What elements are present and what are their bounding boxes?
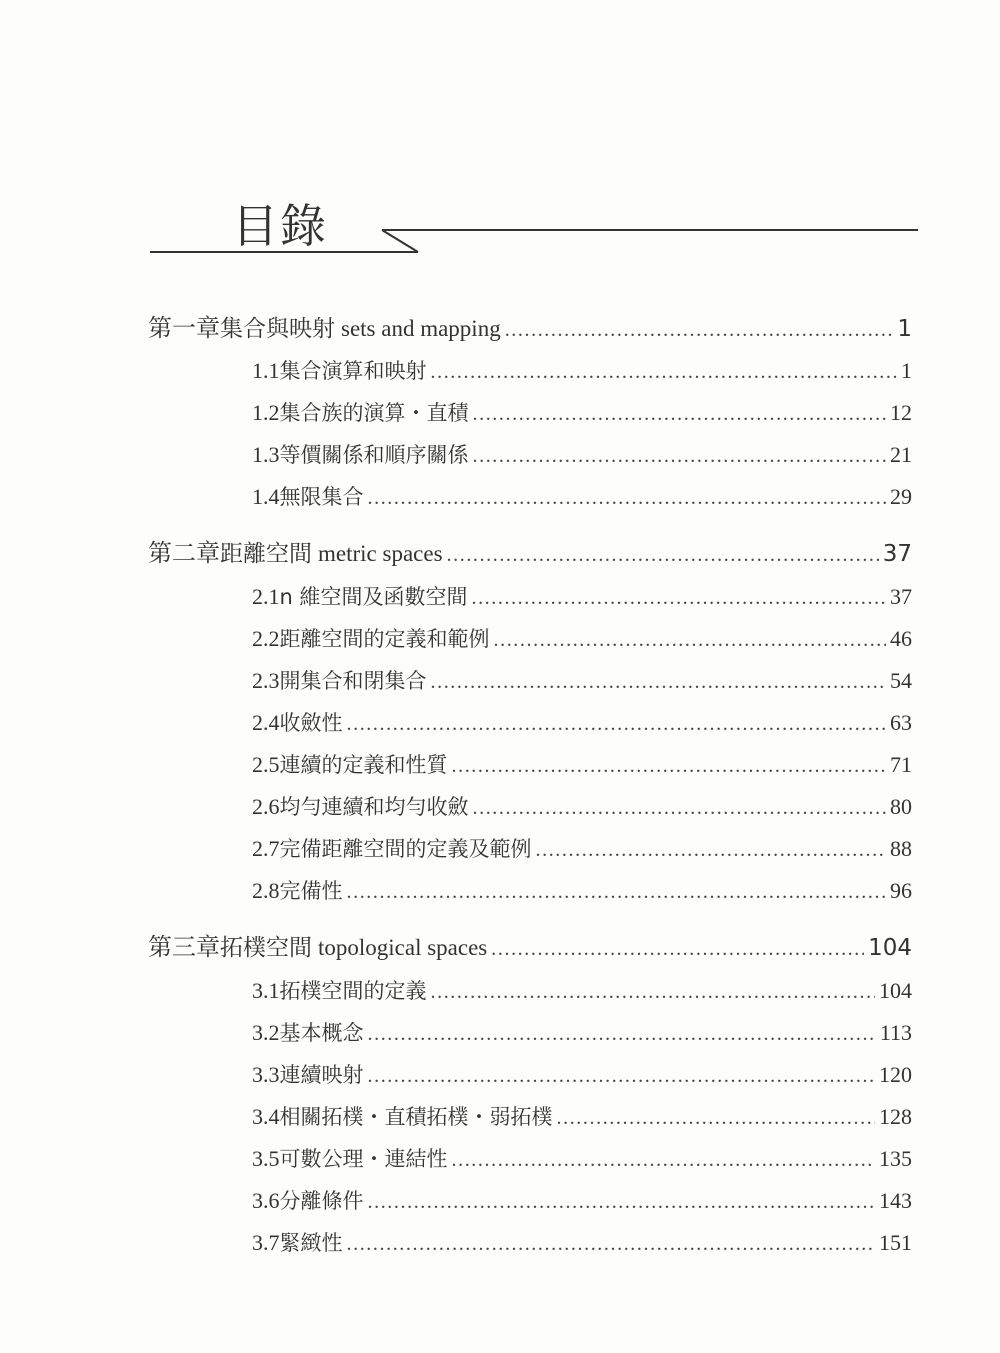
dot-leader: [431, 358, 898, 384]
chapter-entry[interactable]: [148, 927, 912, 962]
section-entry[interactable]: [252, 1185, 912, 1215]
section-title: 完備距離空間的定義及範例: [279, 837, 532, 861]
section-number: 2.8: [252, 878, 280, 903]
dot-leader: [491, 934, 864, 962]
page-number: 113: [879, 1020, 912, 1045]
section-number: 3.1: [252, 978, 280, 1003]
section-entry[interactable]: [252, 1101, 912, 1131]
chapter-number: 第一章: [148, 314, 220, 342]
section-title: 距離空間的定義和範例: [279, 627, 490, 651]
title-rule: [150, 200, 920, 260]
section-entry[interactable]: [252, 833, 912, 863]
section-number: 3.4: [252, 1104, 280, 1129]
chapter-title: 集合與映射: [220, 316, 335, 342]
dot-leader: [473, 400, 887, 426]
section-number: 2.6: [252, 794, 280, 819]
page-number: 135: [879, 1146, 912, 1171]
page-number: 128: [879, 1104, 912, 1129]
section-title: 集合演算和映射: [279, 359, 427, 383]
dot-leader: [494, 626, 887, 652]
section-entry[interactable]: [252, 581, 912, 611]
chapter-title: 距離空間: [220, 541, 312, 567]
dot-leader: [473, 442, 887, 468]
page-number: 29: [890, 484, 912, 509]
section-title: 緊緻性: [279, 1231, 343, 1255]
dot-leader: [452, 752, 887, 778]
page-number: 88: [890, 836, 912, 861]
dot-leader: [368, 1188, 876, 1214]
chapter-entry[interactable]: [148, 533, 912, 568]
chapter-number: 第二章: [148, 539, 220, 567]
section-entry[interactable]: [252, 481, 912, 511]
dot-leader: [473, 794, 887, 820]
dot-leader: [368, 1020, 876, 1046]
dot-leader: [536, 836, 887, 862]
chapter-number: 第三章: [148, 933, 220, 961]
section-number: 2.5: [252, 752, 280, 777]
section-entry[interactable]: [252, 1143, 912, 1173]
section-title: 收斂性: [279, 711, 343, 735]
section-title: 開集合和閉集合: [279, 669, 427, 693]
section-entry[interactable]: [252, 749, 912, 779]
page-number: 120: [879, 1062, 912, 1087]
page-number: 37: [890, 584, 912, 609]
dot-leader: [431, 668, 887, 694]
section-number: 2.1: [252, 584, 280, 609]
page-number: 21: [890, 442, 912, 467]
page-number: 37: [882, 541, 912, 567]
section-number: 3.6: [252, 1188, 280, 1213]
section-entry[interactable]: [252, 623, 912, 653]
dot-leader: [431, 978, 876, 1004]
section-title: 集合族的演算・直積: [279, 401, 469, 425]
section-entry[interactable]: [252, 975, 912, 1005]
page-number: 54: [890, 668, 912, 693]
section-entry[interactable]: [252, 1227, 912, 1257]
section-number: 3.3: [252, 1062, 280, 1087]
page-number: 12: [890, 400, 912, 425]
page-number: 1: [897, 316, 912, 342]
page-number: 46: [890, 626, 912, 651]
section-number: 3.5: [252, 1146, 280, 1171]
dot-leader: [557, 1104, 876, 1130]
chapter-title-en: metric spaces: [318, 541, 443, 566]
page-number: 151: [879, 1230, 912, 1255]
section-title: 相關拓樸・直積拓樸・弱拓樸: [279, 1105, 553, 1129]
section-title: 拓樸空間的定義: [279, 979, 427, 1003]
section-number: 2.7: [252, 836, 280, 861]
page-number: 104: [868, 935, 912, 961]
page-number: 96: [890, 878, 912, 903]
section-title: 完備性: [279, 879, 343, 903]
dot-leader: [452, 1146, 876, 1172]
dot-leader: [471, 584, 886, 610]
section-entry[interactable]: [252, 439, 912, 469]
page-number: 1: [901, 358, 912, 383]
section-entry[interactable]: [252, 791, 912, 821]
page-number: 143: [879, 1188, 912, 1213]
page-number: 80: [890, 794, 912, 819]
dot-leader: [368, 1062, 876, 1088]
section-number: 1.4: [252, 484, 280, 509]
page-number: 71: [890, 752, 912, 777]
chapter-title-en: topological spaces: [318, 935, 488, 960]
section-entry[interactable]: [252, 397, 912, 427]
page-number: 63: [890, 710, 912, 735]
dot-leader: [447, 540, 879, 568]
section-title: n 維空間及函數空間: [279, 585, 468, 609]
dot-leader: [347, 878, 887, 904]
section-entry[interactable]: [252, 875, 912, 905]
section-title: 連續映射: [279, 1063, 364, 1087]
section-title: 等價關係和順序關係: [279, 443, 469, 467]
section-number: 3.2: [252, 1020, 280, 1045]
chapter-title-en: sets and mapping: [341, 316, 501, 341]
section-number: 2.2: [252, 626, 280, 651]
section-entry[interactable]: [252, 355, 912, 385]
section-title: 均勻連續和均勻收斂: [279, 795, 469, 819]
section-title: 無限集合: [279, 485, 364, 509]
section-number: 1.1: [252, 358, 280, 383]
section-title: 可數公理・連結性: [279, 1147, 448, 1171]
dot-leader: [347, 710, 887, 736]
section-title: 基本概念: [279, 1021, 364, 1045]
section-entry[interactable]: [252, 1059, 912, 1089]
chapter-title: 拓樸空間: [220, 935, 312, 961]
section-number: 1.3: [252, 442, 280, 467]
section-entry[interactable]: [252, 665, 912, 695]
dot-leader: [347, 1230, 876, 1256]
section-title: 連續的定義和性質: [279, 753, 448, 777]
section-entry[interactable]: [252, 1017, 912, 1047]
chapter-entry[interactable]: [148, 308, 912, 343]
dot-leader: [368, 484, 887, 510]
page-number: 104: [879, 978, 912, 1003]
section-title: 分離條件: [279, 1189, 364, 1213]
dot-leader: [505, 315, 894, 343]
section-entry[interactable]: [252, 707, 912, 737]
section-number: 1.2: [252, 400, 280, 425]
section-number: 2.4: [252, 710, 280, 735]
section-number: 3.7: [252, 1230, 280, 1255]
section-number: 2.3: [252, 668, 280, 693]
page-title: 目錄: [232, 199, 328, 253]
